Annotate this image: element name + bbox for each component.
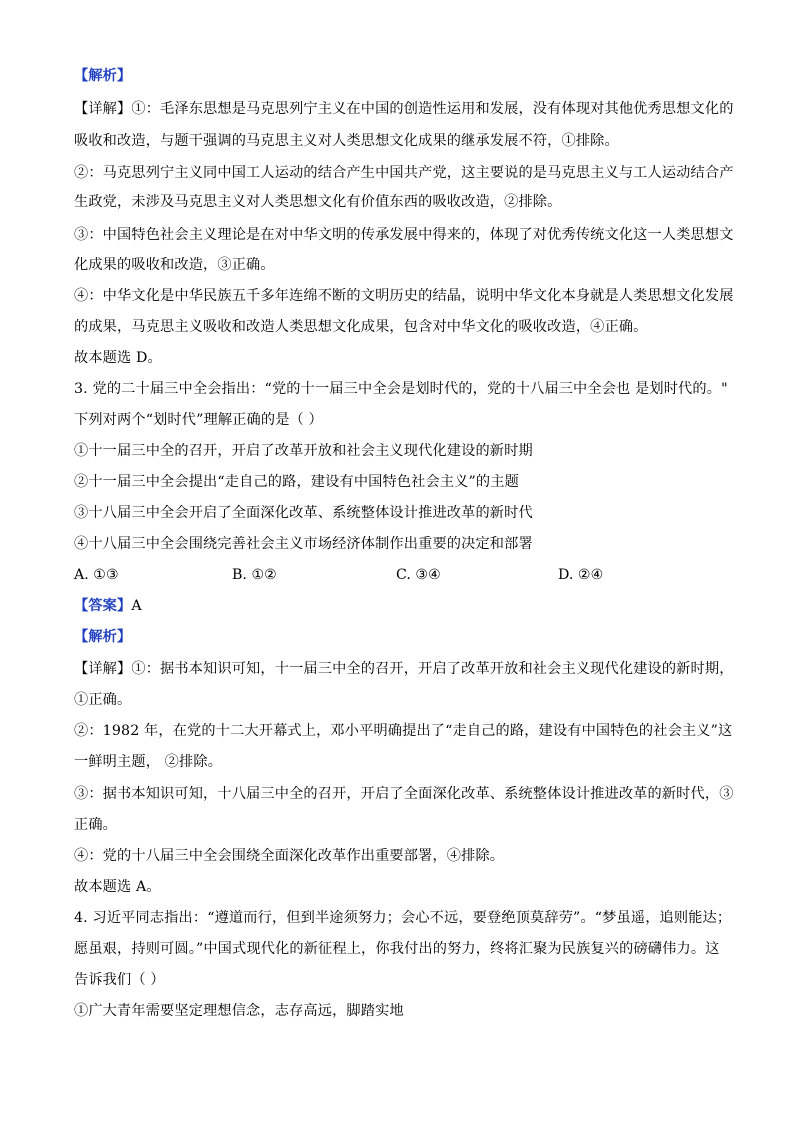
question-3-stem: 3. 党的二十届三中全会指出：“党的十一届三中全会是划时代的，党的十八届三中全会也 是划时代的。" xyxy=(74,381,728,397)
text-line: 故本题选 D。 xyxy=(74,350,162,366)
text-line: 生政党，未涉及马克思主义对人类思想文化有价值东西的吸收改造，②排除。 xyxy=(74,194,562,210)
analysis-heading: 【解析】 xyxy=(74,629,132,645)
option-d: D. ②④ xyxy=(558,567,604,583)
text-line: ①正确。 xyxy=(74,692,132,708)
text-line: 【详解】①：毛泽东思想是马克思列宁主义在中国的创造性运用和发展，没有体现对其他优秀思想文化的 xyxy=(74,101,734,117)
option-b: B. ①② xyxy=(232,567,277,583)
text-line: ②：1982 年，在党的十二大开幕式上，邓小平明确提出了“走自己的路，建设有中国特色的社会主义”这 xyxy=(74,723,733,739)
text-line: ④：党的十八届三中全会围绕全面深化改革作出重要部署，④排除。 xyxy=(74,848,505,864)
text-line: ③：据书本知识可知，十八届三中全的召开，开启了全面深化改革、系统整体设计推进改革的新时代，③ xyxy=(74,786,734,802)
question-4-stem: 4. 习近平同志指出：“遵道而行，但到半途须努力；会心不远，要登绝顶莫辞劳”。“梦虽遥，追则能达； xyxy=(74,910,732,926)
text-line: 吸收和改造，与题干强调的马克思主义对人类思想文化成果的继承发展不符，①排除。 xyxy=(74,133,619,149)
text-line: 的成果，马克思主义吸收和改造人类思想文化成果，包含对中华文化的吸收改造，④正确。 xyxy=(74,319,648,335)
statement-4: ④十八届三中全会围绕完善社会主义市场经济体制作出重要的决定和部署 xyxy=(74,536,533,552)
question-4-stem: 告诉我们（ ） xyxy=(74,972,165,988)
text-line: 【解析】 xyxy=(74,68,132,84)
question-4-stem: 愿虽艰，持则可圆。”中国式现代化的新征程上，你我付出的努力，终将汇聚为民族复兴的磅礴伟力。这 xyxy=(74,941,720,957)
text-line: 【详解】①：据书本知识可知，十一届三中全的召开，开启了改革开放和社会主义现代化建设的新时期， xyxy=(74,661,734,677)
text-line: ④：中华文化是中华民族五千多年连绵不断的文明历史的结晶，说明中华文化本身就是人类思想文化发展 xyxy=(74,288,734,304)
statement-1: ①十一届三中全的召开，开启了改革开放和社会主义现代化建设的新时期 xyxy=(74,443,533,459)
text-line: ③：中国特色社会主义理论是在对中华文明的传承发展中得来的，体现了对优秀传统文化这一人类思想文 xyxy=(74,227,734,243)
text-line: 正确。 xyxy=(74,817,118,833)
answer-line: 【答案】A xyxy=(74,598,142,614)
option-c: C. ③④ xyxy=(396,567,441,583)
text-line: 化成果的吸收和改造，③正确。 xyxy=(74,257,275,273)
text-line: ②：马克思列宁主义同中国工人运动的结合产生中国共产党，这主要说的是马克思主义与工人运动结合产 xyxy=(74,165,734,181)
statement-2: ②十一届三中全会提出“走自己的路，建设有中国特色社会主义”的主题 xyxy=(74,474,519,490)
text-line: 故本题选 A。 xyxy=(74,879,161,895)
statement-3: ③十八届三中全会开启了全面深化改革、系统整体设计推进改革的新时代 xyxy=(74,505,533,521)
text-line: 一鲜明主题， ②排除。 xyxy=(74,754,223,770)
option-a: A. ①③ xyxy=(74,567,119,583)
statement-1: ①广大青年需要坚定理想信念，志存高远，脚踏实地 xyxy=(74,1003,404,1019)
question-3-stem: 下列对两个“划时代”理解正确的是（ ） xyxy=(74,412,323,428)
